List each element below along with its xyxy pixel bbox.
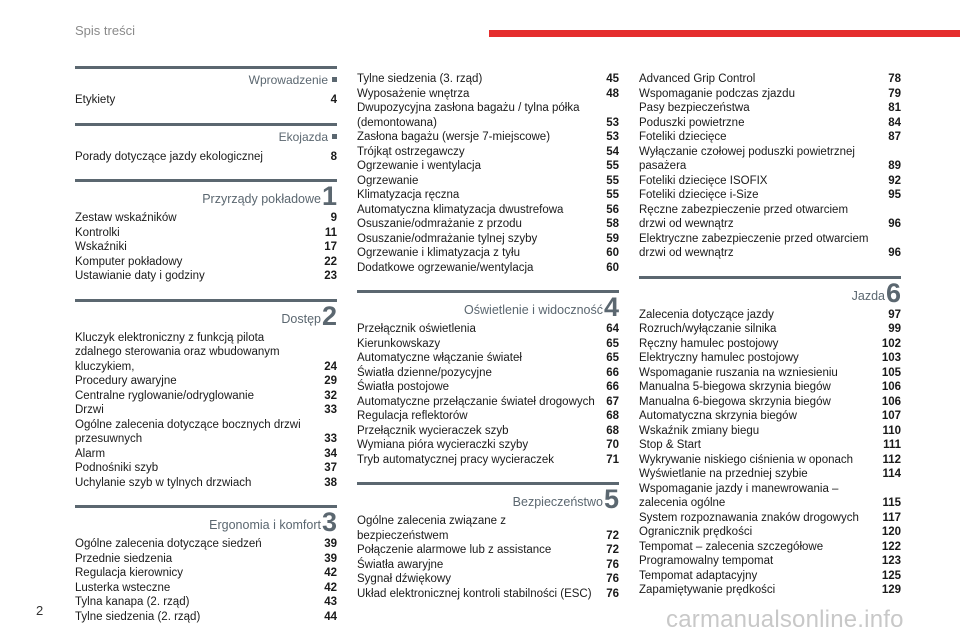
section-entries: [357, 322, 619, 467]
toc-entry-page: 92: [888, 174, 901, 187]
toc-entry-page: 17: [324, 241, 337, 253]
toc-entry[interactable]: [357, 337, 619, 352]
toc-entry-page: 55: [606, 160, 619, 172]
toc-entry[interactable]: [357, 366, 619, 381]
toc-entry[interactable]: [75, 269, 337, 284]
toc-entry-title: Światła dzienne/pozycyjne: [357, 366, 492, 379]
toc-entry[interactable]: [75, 581, 337, 596]
toc-entry-page: 70: [606, 439, 619, 451]
toc-entry-title: Foteliki dziecięce: [639, 131, 727, 143]
toc-entry-title: Ogólne zalecenia dotyczące siedzeń: [75, 538, 262, 550]
toc-column-2: [357, 72, 619, 601]
section-header-bezpieczenstwo: [357, 482, 619, 512]
toc-entry-page: 110: [882, 424, 901, 437]
section-header-przyrzady: [75, 179, 337, 209]
toc-entry-page: 33: [324, 404, 337, 416]
toc-entry-title: Zestaw wskaźników: [75, 212, 177, 224]
toc-entry-page: 123: [881, 555, 901, 567]
toc-entry[interactable]: [639, 101, 901, 116]
toc-entry[interactable]: [639, 438, 901, 453]
toc-entry-title: Przednie siedzenia: [75, 552, 173, 565]
section-header-dostep: [75, 299, 337, 329]
toc-entry-title: Kluczyk elektroniczny z funkcją pilota zdalnego sterowania oraz wbudowanym kluczykiem,: [75, 331, 280, 373]
toc-entry-page: 34: [324, 447, 337, 460]
toc-entry-page: 79: [888, 87, 901, 100]
toc-entry-page: 8: [330, 150, 337, 163]
toc-entry-title: Rozruch/wyłączanie silnika: [639, 323, 777, 335]
toc-entry[interactable]: [639, 72, 901, 87]
toc-entry[interactable]: [75, 240, 337, 255]
toc-entry[interactable]: [357, 87, 619, 102]
section-title: Oświetlenie i widoczność: [464, 303, 603, 317]
square-bullet-icon: [332, 134, 337, 139]
toc-entry-title: Zapamiętywanie prędkości: [639, 584, 776, 596]
section-entries: [75, 537, 337, 624]
toc-entry-title: Automatyczne włączanie świateł: [357, 352, 522, 364]
toc-entry[interactable]: [639, 525, 901, 540]
toc-entry[interactable]: [357, 395, 619, 410]
toc-entry-page: 122: [881, 540, 901, 553]
toc-entry[interactable]: [639, 203, 901, 232]
toc-entry-title: Wykrywanie niskiego ciśnienia w oponach: [639, 453, 854, 466]
toc-entry-title: Tempomat – zalecenia szczegółowe: [639, 540, 824, 553]
toc-entry-title: Wyświetlanie na przedniej szybie: [639, 468, 808, 480]
toc-entry-page: 53: [606, 131, 619, 143]
header-accent-bar: [489, 30, 960, 37]
toc-entry[interactable]: [639, 409, 901, 424]
toc-column-3: [639, 72, 901, 598]
toc-entry-title: Kontrolki: [75, 226, 120, 239]
toc-entry-title: Układ elektronicznej kontroli stabilności (ESC): [357, 587, 592, 600]
section-entries: [75, 211, 337, 284]
toc-entry-page: 45: [606, 73, 619, 85]
toc-entry-title: Elektryczne zabezpieczenie przed otwarciem drzwi od wewnątrz: [639, 232, 869, 259]
toc-entry-page: 125: [881, 569, 901, 582]
toc-entry[interactable]: [639, 583, 901, 598]
toc-entry-page: 42: [324, 581, 337, 594]
section-number: 3: [321, 507, 337, 537]
toc-entry-title: Porady dotyczące jazdy ekologicznej: [75, 150, 263, 163]
toc-entry-title: Uchylanie szyb w tylnych drzwiach: [75, 476, 252, 489]
toc-entry-title: Ogranicznik prędkości: [639, 526, 753, 538]
section-header-wprowadzenie: [75, 66, 337, 91]
toc-entry-page: 67: [606, 395, 619, 408]
toc-entry-page: 111: [883, 439, 901, 451]
toc-entry[interactable]: [357, 438, 619, 453]
toc-entry-title: Regulacja kierownicy: [75, 567, 184, 579]
toc-entry-page: 76: [606, 573, 619, 585]
toc-entry[interactable]: [639, 467, 901, 482]
toc-entry-page: 71: [606, 453, 619, 466]
toc-entry-title: Pasy bezpieczeństwa: [639, 102, 750, 114]
toc-entry-title: Światła awaryjne: [357, 558, 444, 571]
toc-entry[interactable]: [357, 380, 619, 395]
toc-entry-title: Ogólne zalecenia dotyczące bocznych drzwi przesuwnych: [75, 418, 301, 445]
toc-entry-title: Manualna 5-biegowa skrzynia biegów: [639, 381, 831, 393]
toc-entry[interactable]: [357, 72, 619, 87]
toc-entry-page: 76: [606, 587, 619, 600]
toc-entry[interactable]: [639, 116, 901, 131]
toc-entry[interactable]: [357, 188, 619, 203]
toc-entry-title: Wspomaganie ruszania na wzniesieniu: [639, 366, 838, 379]
toc-entry-title: Foteliki dziecięce i-Size: [639, 189, 759, 201]
toc-entry-title: Advanced Grip Control: [639, 73, 756, 85]
toc-entry-title: Foteliki dziecięce ISOFIX: [639, 174, 768, 187]
section-entries: [357, 514, 619, 601]
section-title: Ergonomia i komfort: [209, 518, 321, 532]
toc-entry[interactable]: [357, 261, 619, 276]
toc-entry[interactable]: [639, 130, 901, 145]
toc-entry-page: 99: [888, 323, 901, 335]
toc-entry-title: Alarm: [75, 447, 106, 460]
toc-entry[interactable]: [75, 566, 337, 581]
toc-entry-page: 84: [888, 116, 901, 129]
toc-entry[interactable]: [639, 87, 901, 102]
toc-entry-title: Przełącznik wycieraczek szyb: [357, 424, 509, 437]
toc-entry-title: Wymiana pióra wycieraczki szyby: [357, 439, 529, 451]
section-number: 1: [321, 181, 337, 211]
toc-entry-page: 76: [606, 558, 619, 571]
toc-entry-title: Drzwi: [75, 404, 104, 416]
toc-entry-page: 103: [881, 352, 901, 364]
toc-entry-title: Poduszki powietrzne: [639, 116, 745, 129]
toc-entry[interactable]: [639, 351, 901, 366]
toc-entry-title: Światła postojowe: [357, 381, 450, 393]
section-number: 4: [603, 292, 619, 322]
toc-entry-page: 102: [881, 337, 901, 350]
toc-entry[interactable]: [357, 572, 619, 587]
toc-entry-title: Etykiety: [75, 94, 116, 106]
section-title: Wprowadzenie: [249, 73, 337, 87]
toc-entry[interactable]: [639, 145, 901, 174]
toc-entry[interactable]: [75, 403, 337, 418]
section-entries: [75, 331, 337, 491]
toc-entry[interactable]: [75, 447, 337, 462]
toc-entry-page: 72: [606, 544, 619, 556]
section-title: Dostęp: [281, 311, 321, 326]
toc-entry-title: Tylne siedzenia (2. rząd): [75, 610, 201, 623]
toc-entry[interactable]: [639, 188, 901, 203]
toc-entry[interactable]: [639, 174, 901, 189]
toc-column-1: [75, 66, 337, 624]
section-title: Ekojazda: [279, 130, 337, 144]
toc-entry[interactable]: [75, 150, 337, 165]
toc-entry-page: 56: [606, 203, 619, 216]
toc-entry-title: Ręczny hamulec postojowy: [639, 337, 779, 350]
toc-entry-page: 48: [606, 87, 619, 100]
toc-entry-title: Ręczne zabezpieczenie przed otwarciem drzwi od wewnątrz: [639, 203, 849, 230]
section-header-ekojazda: [75, 123, 337, 148]
toc-entry-title: Procedury awaryjne: [75, 375, 177, 387]
section-title: Bezpieczeństwo: [512, 495, 603, 509]
page-header-title: Spis treści: [75, 23, 135, 38]
toc-entry-title: Wskaźniki: [75, 241, 127, 253]
toc-entry[interactable]: [639, 322, 901, 337]
toc-entry-title: Sygnał dźwiękowy: [357, 573, 451, 585]
toc-entry[interactable]: [75, 331, 337, 375]
toc-entry-page: 115: [882, 497, 901, 509]
page-number: 2: [36, 603, 44, 618]
toc-entry-title: Ogrzewanie i wentylacja: [357, 160, 482, 172]
toc-entry[interactable]: [357, 203, 619, 218]
toc-entry-title: Tylna kanapa (2. rząd): [75, 596, 190, 608]
toc-entry-page: 22: [324, 255, 337, 268]
toc-entry[interactable]: [639, 395, 901, 410]
toc-entry-page: 37: [324, 462, 337, 474]
toc-entry-title: Osuszanie/odmrażanie z przodu: [357, 218, 522, 230]
toc-entry[interactable]: [357, 351, 619, 366]
toc-entry-page: 55: [606, 189, 619, 201]
toc-entry-page: 60: [606, 261, 619, 274]
toc-entry[interactable]: [639, 453, 901, 468]
toc-entry[interactable]: [639, 308, 901, 323]
toc-entry-title: Komputer pokładowy: [75, 255, 183, 268]
toc-entry-title: Dwupozycyjna zasłona bagażu / tylna półka (demontowana): [357, 102, 580, 129]
toc-entry-page: 65: [606, 337, 619, 350]
toc-entry-page: 54: [606, 145, 619, 158]
toc-entry-page: 78: [888, 73, 901, 85]
toc-entry-page: 120: [881, 526, 901, 538]
toc-entry[interactable]: [75, 552, 337, 567]
toc-entry[interactable]: [75, 226, 337, 241]
toc-entry-page: 107: [881, 410, 901, 422]
toc-entry-page: 29: [324, 375, 337, 387]
toc-entry-title: Automatyczna klimatyzacja dwustrefowa: [357, 203, 564, 216]
section-entries: [357, 72, 619, 275]
toc-entry-page: 97: [888, 308, 901, 321]
toc-entry[interactable]: [357, 145, 619, 160]
toc-entry-page: 106: [881, 381, 901, 393]
toc-entry-page: 66: [606, 381, 619, 393]
toc-entry[interactable]: [639, 380, 901, 395]
toc-entry[interactable]: [75, 595, 337, 610]
watermark-text: carmanualsonline.info: [666, 606, 904, 633]
toc-entry-title: Osuszanie/odmrażanie tylnej szyby: [357, 232, 538, 245]
section-entries: [75, 150, 337, 165]
toc-entry[interactable]: [357, 424, 619, 439]
toc-entry-title: Automatyczne przełączanie świateł drogowych: [357, 395, 595, 408]
toc-entry-title: Wyposażenie wnętrza: [357, 87, 470, 100]
section-number: 5: [603, 484, 619, 514]
toc-entry-title: Wyłączanie czołowej poduszki powietrznej pasażera: [639, 145, 855, 172]
toc-entry-page: 58: [606, 218, 619, 230]
toc-entry[interactable]: [639, 511, 901, 526]
toc-entry-page: 33: [324, 433, 337, 445]
toc-entry-page: 95: [888, 189, 901, 201]
toc-entry-page: 65: [606, 352, 619, 364]
toc-entry-title: Centralne ryglowanie/odryglowanie: [75, 389, 254, 402]
toc-entry-page: 43: [324, 596, 337, 608]
toc-entry[interactable]: [357, 514, 619, 543]
toc-entry-title: Automatyczna skrzynia biegów: [639, 410, 797, 422]
section-number: 6: [885, 277, 901, 308]
toc-entry-title: Regulacja reflektorów: [357, 410, 468, 422]
toc-entry-page: 96: [888, 247, 901, 259]
toc-entry[interactable]: [639, 554, 901, 569]
toc-entry[interactable]: [75, 476, 337, 491]
toc-entry-title: Elektryczny hamulec postojowy: [639, 352, 799, 364]
toc-entry[interactable]: [357, 232, 619, 247]
toc-entry[interactable]: [75, 389, 337, 404]
section-header-ergonomia: [75, 505, 337, 535]
toc-entry-title: Przełącznik oświetlenia: [357, 323, 476, 335]
toc-entry-title: Wspomaganie jazdy i manewrowania – zalecenia ogólne: [639, 482, 839, 509]
toc-entry-title: Połączenie alarmowe lub z assistance: [357, 544, 552, 556]
toc-entry[interactable]: [75, 461, 337, 476]
toc-entry-title: Kierunkowskazy: [357, 337, 441, 350]
toc-entry[interactable]: [357, 558, 619, 573]
section-header-jazda: [639, 276, 901, 306]
toc-entry-page: 105: [881, 366, 901, 379]
toc-entry-title: Zasłona bagażu (wersje 7-miejscowe): [357, 131, 551, 143]
toc-entry[interactable]: [639, 366, 901, 381]
toc-entry[interactable]: [75, 610, 337, 625]
toc-entry-page: 39: [324, 552, 337, 565]
toc-entry[interactable]: [357, 322, 619, 337]
toc-entry[interactable]: [357, 543, 619, 558]
toc-entry-page: 81: [888, 102, 901, 114]
toc-entry-page: 38: [324, 476, 337, 489]
toc-entry[interactable]: [75, 374, 337, 389]
toc-entry-page: 53: [606, 116, 619, 129]
toc-entry-title: Tempomat adaptacyjny: [639, 569, 758, 582]
toc-entry-page: 24: [324, 360, 337, 373]
toc-entry[interactable]: [639, 540, 901, 555]
toc-entry-page: 66: [606, 366, 619, 379]
section-entries: [639, 308, 901, 598]
toc-entry[interactable]: [357, 217, 619, 232]
toc-entry-title: Programowalny tempomat: [639, 555, 774, 567]
toc-entry-title: Tylne siedzenia (3. rząd): [357, 73, 483, 85]
toc-entry-title: Trójkąt ostrzegawczy: [357, 145, 465, 158]
toc-entry-page: 39: [324, 538, 337, 550]
toc-entry[interactable]: [357, 174, 619, 189]
section-title: Jazda: [851, 288, 885, 303]
toc-entry-page: 4: [330, 94, 337, 106]
toc-entry-page: 68: [606, 424, 619, 437]
toc-entry-page: 55: [606, 174, 619, 187]
toc-entry-title: Dodatkowe ogrzewanie/wentylacja: [357, 261, 534, 274]
toc-entry-title: System rozpoznawania znaków drogowych: [639, 511, 859, 524]
toc-entry-page: 11: [324, 226, 337, 239]
toc-entry-title: Wskaźnik zmiany biegu: [639, 424, 760, 437]
toc-entry-page: 60: [606, 247, 619, 259]
toc-entry-page: 87: [888, 131, 901, 143]
toc-entry[interactable]: [75, 255, 337, 270]
toc-entry-title: Lusterka wsteczne: [75, 581, 171, 594]
toc-entry-title: Podnośniki szyb: [75, 462, 159, 474]
toc-entry[interactable]: [639, 337, 901, 352]
toc-entry-page: 72: [606, 529, 619, 542]
toc-entry-page: 129: [881, 584, 901, 596]
toc-entry-title: Manualna 6-biegowa skrzynia biegów: [639, 395, 831, 408]
toc-entry-page: 114: [882, 468, 901, 480]
section-number: 2: [321, 300, 337, 331]
toc-entry-page: 44: [324, 610, 337, 623]
toc-entry-page: 42: [324, 567, 337, 579]
toc-entry-page: 117: [882, 511, 901, 524]
toc-entry[interactable]: [75, 418, 337, 447]
toc-entry[interactable]: [639, 232, 901, 261]
toc-entry[interactable]: [75, 211, 337, 226]
toc-entry-title: Ustawianie daty i godziny: [75, 270, 205, 282]
toc-entry-title: Stop & Start: [639, 439, 702, 451]
toc-entry-page: 112: [882, 453, 901, 466]
toc-entry-page: 64: [606, 323, 619, 335]
toc-entry-title: Ogrzewanie: [357, 174, 419, 187]
toc-entry-title: Ogrzewanie i klimatyzacja z tyłu: [357, 247, 520, 259]
toc-entry-title: Klimatyzacja ręczna: [357, 189, 460, 201]
toc-entry[interactable]: [357, 246, 619, 261]
toc-entry-page: 32: [324, 389, 337, 402]
toc-entry[interactable]: [639, 569, 901, 584]
toc-entry-page: 9: [330, 212, 337, 224]
toc-entry-page: 106: [881, 395, 901, 408]
toc-entry[interactable]: [357, 130, 619, 145]
toc-entry-page: 96: [888, 218, 901, 230]
toc-entry[interactable]: [357, 587, 619, 602]
toc-entry[interactable]: [357, 101, 619, 130]
toc-entry[interactable]: [357, 159, 619, 174]
toc-entry[interactable]: [75, 537, 337, 552]
toc-entry-page: 68: [606, 410, 619, 422]
toc-entry-title: Ogólne zalecenia związane z bezpieczeństwem: [357, 515, 506, 542]
toc-entry[interactable]: [639, 424, 901, 439]
toc-entry[interactable]: [639, 482, 901, 511]
toc-entry[interactable]: [357, 453, 619, 468]
toc-entry-page: 89: [888, 160, 901, 172]
toc-entry[interactable]: [357, 409, 619, 424]
section-entries: [75, 93, 337, 108]
toc-entry-page: 59: [606, 232, 619, 245]
toc-entry[interactable]: [75, 93, 337, 108]
toc-entry-title: Tryb automatycznej pracy wycieraczek: [357, 453, 555, 466]
toc-entry-title: Zalecenia dotyczące jazdy: [639, 308, 774, 321]
section-title: Przyrządy pokładowe: [202, 192, 321, 206]
section-header-oswietlenie: [357, 290, 619, 320]
square-bullet-icon: [332, 77, 337, 82]
section-entries: [639, 72, 901, 261]
toc-entry-title: Wspomaganie podczas zjazdu: [639, 87, 795, 100]
toc-entry-page: 23: [324, 270, 337, 282]
